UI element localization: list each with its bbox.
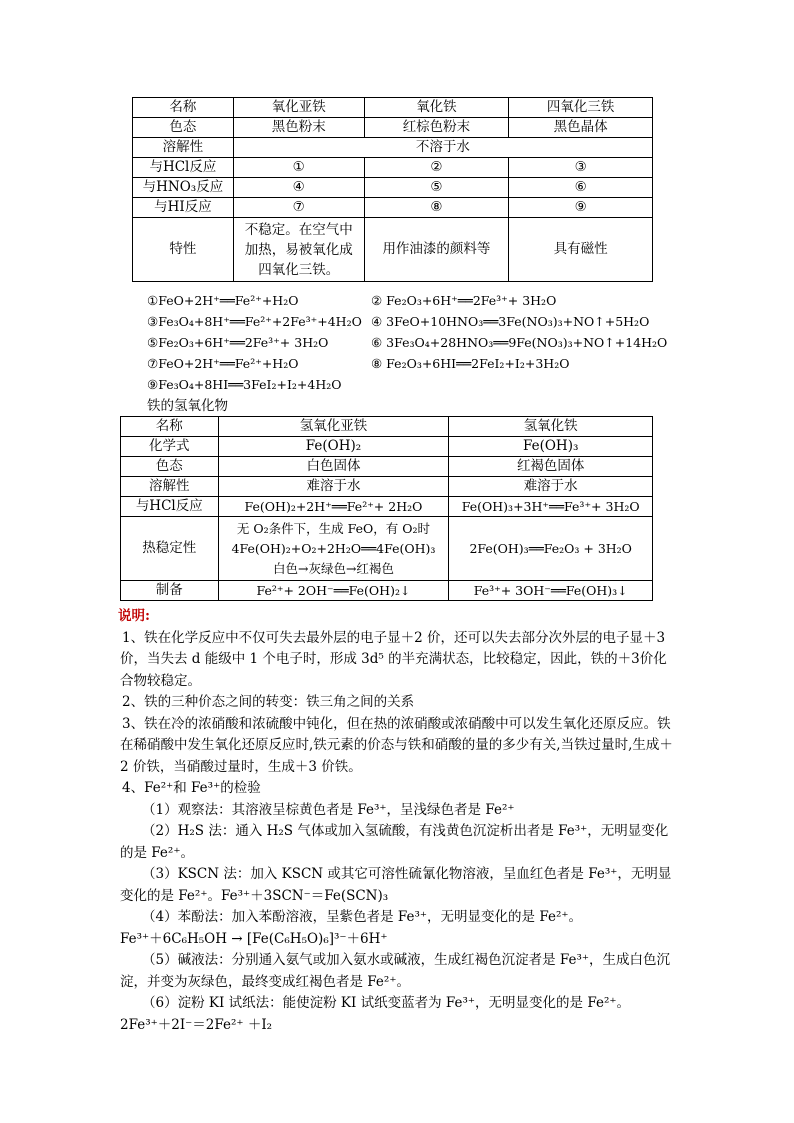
table-row (121, 497, 653, 517)
equations-left (147, 290, 362, 395)
table-row (133, 98, 653, 118)
table-cell: 与HI反应 (133, 198, 234, 218)
table-row (133, 118, 653, 138)
method-paragraph: （4）苯酚法：加入苯酚溶液，呈紫色者是 Fe³⁺，无明显变化的是 Fe²⁺。 (142, 909, 582, 925)
notes-section (120, 606, 680, 1036)
table-row (133, 158, 653, 178)
table-cell: 特性 (133, 218, 234, 282)
equations-right (371, 290, 667, 374)
table-cell: Fe³⁺+ 3OH⁻══Fe(OH)₃↓ (449, 581, 653, 601)
table-cell: ⑤ (364, 178, 509, 198)
method-paragraph: （6）淀粉 KI 试纸法：能使淀粉 KI 试纸变蓝者为 Fe³⁺，无明显变化的是 Fe²⁺。 (142, 995, 630, 1011)
table-row (121, 581, 653, 601)
table-cell: ⑥ (509, 178, 653, 198)
note-paragraph: 3、铁在冷的浓硝酸和浓硫酸中钝化，但在热的浓硝酸或浓硝酸中可以发生氧化还原反应。铁在稀硝酸中发生氧化还原反应时,铁元素的价态与铁和硝酸的量的多少有关,当铁过量时,生成＋2 价铁，当硝酸过量时，生成＋3 价铁。 (120, 715, 673, 775)
table-cell: ④ (233, 178, 364, 198)
table-cell: ⑦ (233, 198, 364, 218)
table-cell: 难溶于水 (218, 477, 449, 497)
table-cell: 氧化铁 (364, 98, 509, 118)
table-row (121, 417, 653, 437)
table-cell: ① (233, 158, 364, 178)
table-cell: 四氧化三铁 (509, 98, 653, 118)
table-cell: Fe(OH)₃ (449, 437, 653, 457)
method-paragraph: （3）KSCN 法：加入 KSCN 或其它可溶性硫氰化物溶液，呈血红色者是 Fe³⁺，无明显变化的是 Fe²⁺。Fe³⁺＋3SCN⁻＝Fe(SCN)₃ (120, 866, 672, 904)
iron-hydroxides-table (120, 416, 653, 601)
table-cell: ⑨ (509, 198, 653, 218)
table-cell: ⑧ (364, 198, 509, 218)
cell-line: 白色→灰绿色→红褐色 (272, 560, 394, 576)
table-cell: 黑色粉末 (233, 118, 364, 138)
method-equation: 2Fe³⁺＋2I⁻＝2Fe²⁺ ＋I₂ (120, 1016, 273, 1033)
note-paragraph: 1、铁在化学反应中不仅可失去最外层的电子显＋2 价，还可以失去部分次外层的电子显＋3 价，当失去 d 能级中 1 个电子时，形成 3d⁵ 的半充满状态，比较稳定，因此，铁的＋3价化合物较稳定。 (120, 629, 667, 689)
table-cell: 氢氧化亚铁 (218, 417, 449, 437)
table-cell: 名称 (133, 98, 234, 118)
table-cell: 色态 (133, 118, 234, 138)
table-cell: ③ (509, 158, 653, 178)
table-row (121, 477, 653, 497)
cell-line: 无 O₂条件下，生成 FeO，有 O₂时 (236, 520, 430, 536)
section-title: 铁的氢氧化物 (147, 398, 228, 414)
iron-oxides-table (132, 97, 653, 282)
table-row (133, 218, 653, 282)
table-cell: 不稳定。在空气中加热，易被氧化成四氧化三铁。 (233, 218, 364, 282)
table-cell: 溶解性 (133, 138, 234, 158)
equation: ①FeO+2H⁺══Fe²⁺+H₂O (147, 293, 299, 308)
table-cell: 氢氧化铁 (449, 417, 653, 437)
table-cell: 制备 (121, 581, 219, 601)
equation: ⑨Fe₃O₄+8HI══3FeI₂+I₂+4H₂O (147, 377, 342, 392)
table-cell: Fe(OH)₂+2H⁺══Fe²⁺+ 2H₂O (218, 497, 449, 517)
table-cell: 溶解性 (121, 477, 219, 497)
table-cell: 2Fe(OH)₃══Fe₂O₃ + 3H₂O (449, 517, 653, 581)
table-cell: Fe(OH)₃+3H⁺══Fe³⁺+ 3H₂O (449, 497, 653, 517)
method-paragraph: （2）H₂S 法：通入 H₂S 气体或加入氢硫酸，有浅黄色沉淀析出者是 Fe³⁺，无明显变化的是 Fe²⁺。 (120, 823, 669, 861)
table-cell: 不溶于水 (233, 138, 652, 158)
table-cell: 与HCl反应 (133, 158, 234, 178)
table-cell: 色态 (121, 457, 219, 477)
table-cell: Fe²⁺+ 2OH⁻══Fe(OH)₂↓ (218, 581, 449, 601)
table-row (133, 178, 653, 198)
table-cell: 化学式 (121, 437, 219, 457)
method-paragraph: （1）观察法：其溶液呈棕黄色者是 Fe³⁺，呈浅绿色者是 Fe²⁺ (142, 801, 515, 818)
cell-line: 4Fe(OH)₂+O₂+2H₂O══4Fe(OH)₃ (231, 540, 436, 556)
method-equation: Fe³⁺＋6C₆H₅OH → [Fe(C₆H₅O)₆]³⁻＋6H⁺ (120, 930, 388, 947)
table-cell: 热稳定性 (121, 517, 219, 581)
table-cell: ② (364, 158, 509, 178)
table-row (121, 517, 653, 581)
note-paragraph: 2、铁的三种价态之间的转变：铁三角之间的关系 (122, 694, 415, 710)
note-paragraph: 4、Fe²⁺和 Fe³⁺的检验 (122, 780, 261, 796)
table-cell: 难溶于水 (449, 477, 653, 497)
table-cell: 红棕色粉末 (364, 118, 509, 138)
table-cell: 白色固体 (218, 457, 449, 477)
table-row (121, 457, 653, 477)
table-cell: 用作油漆的颜料等 (364, 218, 509, 282)
equation: ③Fe₃O₄+8H⁺══Fe²⁺+2Fe³⁺+4H₂O (147, 314, 362, 329)
table-row (121, 437, 653, 457)
equation: ⑤Fe₂O₃+6H⁺══2Fe³⁺+ 3H₂O (147, 335, 329, 350)
table-cell: 与HNO₃反应 (133, 178, 234, 198)
table-cell: 与HCl反应 (121, 497, 219, 517)
method-paragraph: （5）碱液法：分别通入氨气或加入氨水或碱液，生成红褐色沉淀者是 Fe³⁺，生成白色沉淀，并变为灰绿色，最终变成红褐色者是 Fe²⁺。 (120, 952, 671, 990)
notes-title: 说明: (118, 608, 150, 624)
equation: ⑦FeO+2H⁺══Fe²⁺+H₂O (147, 356, 299, 371)
table-cell: 黑色晶体 (509, 118, 653, 138)
table-cell: 红褐色固体 (449, 457, 653, 477)
table-cell: 具有磁性 (509, 218, 653, 282)
equation: ⑧ Fe₂O₃+6HI══2FeI₂+I₂+3H₂O (371, 356, 570, 371)
table-row (133, 198, 653, 218)
table-cell: 氧化亚铁 (233, 98, 364, 118)
table-row (133, 138, 653, 158)
table-cell (218, 517, 449, 581)
table-cell: 名称 (121, 417, 219, 437)
equation: ④ 3FeO+10HNO₃══3Fe(NO₃)₃+NO↑+5H₂O (371, 314, 650, 329)
equation: ⑥ 3Fe₃O₄+28HNO₃══9Fe(NO₃)₃+NO↑+14H₂O (371, 335, 668, 350)
table-cell: Fe(OH)₂ (218, 437, 449, 457)
equation: ② Fe₂O₃+6H⁺══2Fe³⁺+ 3H₂O (371, 293, 557, 308)
